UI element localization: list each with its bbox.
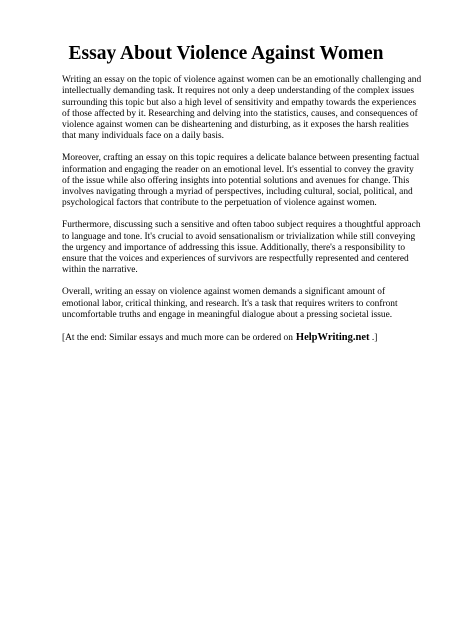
footer-note — [62, 332, 422, 344]
paragraph-3: Furthermore, discussing such a sensitive and often taboo subject requires a thoughtful approach to language and tone. It's crucial to avoid sensationalism or trivialization while still conveying the urgency and importance of addressing this issue. Additionally, there's a responsibility to ensure that the voices and experiences of survivors are respectfully represented and centered within the narrative. — [62, 220, 421, 276]
footer-suffix: .] — [369, 332, 378, 343]
helpwriting-link[interactable]: HelpWriting.net — [295, 331, 370, 343]
paragraph-4: Overall, writing an essay on violence against women demands a significant amount of emotional labor, critical thinking, and research. It's a task that requires writers to confront uncomfortable truths and engage in meaningful dialogue about a pressing societal issue. — [62, 287, 398, 320]
paragraph-2: Moreover, crafting an essay on this topic requires a delicate balance between presenting factual information and engaging the reader on an emotional level. It's essential to convey the gravity of the issue while also offering insights into potential solutions and avenues for change. This involves navigating through a myriad of perspectives, including cultural, social, political, and psychological factors that contribute to the perpetuation of violence against women. — [62, 153, 420, 209]
paragraph-1: Writing an essay on the topic of violence against women can be an emotionally challenging and intellectually demanding task. It requires not only a deep understanding of the complex issues surrounding this topic but also a high level of sensitivity and empathy towards the experiences of those affected by it. Researching and delving into the statistics, causes, and consequences of violence against women can be disheartening and disturbing, as it exposes the harsh realities that many individuals face on a daily basis. — [62, 75, 422, 142]
footer-prefix: [At the end: Similar essays and much more can be ordered on — [62, 332, 293, 343]
document-body — [62, 75, 422, 354]
document-title: Essay About Violence Against Women — [68, 43, 384, 64]
